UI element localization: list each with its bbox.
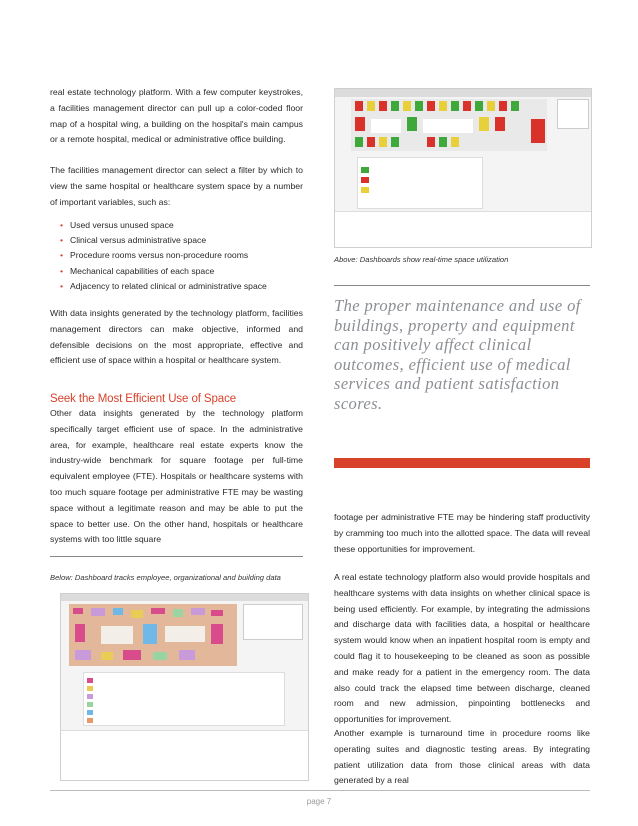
insights-paragraph: With data insights generated by the technology platform, facilities management directors can make objective, informed and defensible decisions on the most appropriate, effective and efficient use of space within a hospital or healthcare system.	[50, 308, 303, 366]
list-item: • Used versus unused space	[60, 218, 305, 233]
toolbar	[335, 89, 591, 97]
data-grid	[61, 730, 308, 781]
turnaround-paragraph: Another example is turnaround time in procedure rooms like operating suites and diagnostic testing areas. By integrating patient utilization data from those clinical areas with data generated by a real	[334, 728, 590, 786]
toolbar	[61, 594, 308, 601]
bullet-icon: •	[60, 280, 64, 291]
above-caption: Above: Dashboards show real-time space utilization	[334, 255, 509, 264]
list-item: • Clinical versus administrative space	[60, 233, 305, 248]
page-number: page 7	[306, 797, 332, 806]
list-item: • Mechanical capabilities of each space	[60, 264, 305, 279]
list-item: • Adjacency to related clinical or administrative space	[60, 279, 305, 294]
filter-paragraph: The facilities management director can select a filter by which to view the same hospital or healthcare system space by a number of important variables, such as:	[50, 165, 303, 207]
divider	[50, 556, 303, 557]
bullet-icon: •	[60, 250, 64, 261]
bullet-icon: •	[60, 220, 64, 230]
section-paragraph: Other data insights generated by the technology platform specifically target efficient use of space. In the administrative area, for example, healthcare real estate experts know the industry-wide benchmark for square footage per full-time equivalent employee (FTE). Hospitals or healthcare systems with too much square footage per administrative FTE may be wasting space without a legitimate reason and may be able to put the space to better use. On the other hand, hospitals or healthcare systems with too little square	[50, 408, 303, 545]
list-item: • Procedure rooms versus non-procedure rooms	[60, 248, 305, 263]
employee-dashboard-image	[60, 593, 309, 781]
utilization-dashboard-image	[334, 88, 592, 248]
pull-quote: The proper maintenance and use of buildings, property and equipment can positively affect clinical outcomes, efficient use of medical services and patient satisfaction scores.	[334, 296, 581, 413]
bullet-icon: •	[60, 235, 64, 246]
intro-paragraph: real estate technology platform. With a few computer keystrokes, a facilities management director can pull up a color-coded floor map of a hospital wing, a building on the hospital's main campus or a remote hospital, medical or administrative office building.	[50, 87, 303, 145]
variables-list	[60, 218, 305, 294]
accent-bar	[334, 458, 590, 468]
data-grid	[335, 211, 591, 248]
divider	[334, 285, 590, 286]
legend-table	[83, 672, 285, 726]
info-panel	[243, 604, 303, 640]
platform-paragraph: A real estate technology platform also would provide hospitals and healthcare systems with data insights on whether clinical space is being used efficiently. For example, by integrating the admissions and discharge data with facilities data, a hospital or healthcare system would know when an inpatient hospital room is empty and could flag it to housekeeping to be cleaned as soon as possible and make ready for a patient in the emergency room. The data also could track the elapsed time between discharge, cleaned room and new admission, pinpointing bottlenecks and opportunities for improvement.	[334, 572, 590, 725]
section-heading: Seek the Most Efficient Use of Space	[50, 393, 237, 405]
bullet-icon: •	[60, 265, 64, 276]
info-panel	[557, 99, 589, 129]
utilization-legend	[357, 157, 483, 209]
below-caption: Below: Dashboard tracks employee, organizational and building data	[50, 573, 281, 582]
footer-divider	[50, 790, 590, 791]
continuation-paragraph: footage per administrative FTE may be hindering staff productivity by cramming too much into the allotted space. The data will reveal these opportunities for improvement.	[334, 512, 590, 554]
